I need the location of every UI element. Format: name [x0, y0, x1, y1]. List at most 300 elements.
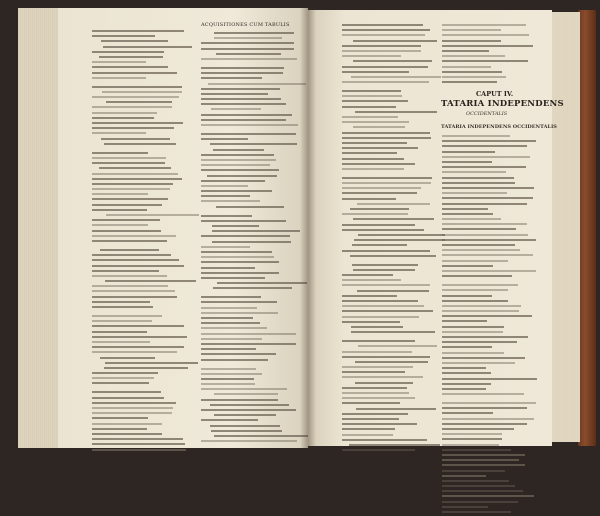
- text-line: [350, 255, 436, 257]
- text-line: [92, 320, 152, 322]
- text-line: [92, 66, 168, 68]
- text-line: [442, 470, 505, 472]
- text-line: [357, 203, 431, 205]
- text-line: [103, 46, 192, 48]
- text-line: [106, 101, 172, 103]
- text-line: [92, 122, 183, 124]
- text-line: [442, 171, 506, 173]
- text-line: [355, 361, 429, 363]
- left-page: [58, 8, 308, 448]
- text-line: [106, 214, 198, 216]
- text-line: [442, 192, 507, 194]
- text-line: [442, 81, 497, 83]
- text-line: [92, 219, 160, 221]
- text-line: [342, 351, 412, 353]
- text-line: [442, 341, 517, 343]
- text-line: [442, 320, 487, 322]
- text-line: [356, 408, 437, 410]
- text-line: [442, 346, 492, 348]
- text-line: [201, 138, 248, 140]
- text-line: [92, 183, 173, 185]
- text-line: [442, 352, 504, 354]
- text-line: [352, 244, 407, 246]
- text-line: [442, 362, 515, 364]
- text-line: [216, 206, 285, 208]
- text-line: [105, 280, 196, 282]
- text-line: [355, 382, 413, 384]
- left-page-header: ACQUISITIONES CUM TABULIS: [201, 22, 290, 28]
- text-line: [442, 495, 534, 497]
- text-line: [201, 272, 279, 274]
- text-line: [92, 265, 184, 267]
- text-line: [92, 77, 146, 79]
- text-line: [442, 480, 509, 482]
- text-line: [210, 404, 289, 406]
- text-line: [201, 277, 265, 279]
- text-line: [442, 50, 489, 52]
- text-line: [201, 154, 274, 156]
- text-line: [201, 301, 277, 303]
- book-cover-edge: [578, 10, 596, 446]
- text-line: [92, 438, 183, 440]
- text-line: [201, 359, 268, 361]
- text-line: [92, 224, 148, 226]
- text-line: [102, 91, 182, 93]
- text-line: [212, 241, 291, 243]
- text-line: [342, 402, 400, 404]
- text-line: [442, 151, 495, 153]
- text-line: [92, 188, 170, 190]
- text-line: [342, 90, 401, 92]
- text-line: [92, 331, 147, 333]
- text-line: [201, 383, 255, 385]
- text-line: [342, 177, 432, 179]
- text-line: [358, 234, 445, 236]
- text-line: [342, 449, 415, 451]
- text-line: [442, 254, 533, 256]
- text-line: [92, 402, 176, 404]
- text-line: [201, 103, 286, 105]
- text-line: [442, 182, 515, 184]
- text-line: [92, 306, 153, 308]
- text-line: [92, 325, 184, 327]
- text-line: [442, 166, 526, 168]
- text-line: [342, 305, 424, 307]
- text-line: [214, 435, 313, 437]
- text-line: [351, 326, 404, 328]
- text-line: [442, 378, 537, 380]
- text-line: [201, 296, 261, 298]
- text-line: [342, 340, 415, 342]
- text-line: [342, 224, 415, 226]
- text-line: [92, 443, 185, 445]
- text-line: [92, 152, 148, 154]
- text-line: [208, 83, 306, 85]
- text-line: [201, 348, 256, 350]
- text-line: [92, 290, 175, 292]
- text-line: [342, 163, 415, 165]
- text-line: [92, 127, 174, 129]
- text-line: [442, 511, 511, 513]
- text-line: [342, 147, 418, 149]
- text-line: [358, 345, 438, 347]
- text-line: [201, 195, 250, 197]
- text-line: [201, 119, 286, 121]
- text-line: [201, 114, 292, 116]
- text-line: [201, 373, 262, 375]
- text-line: [342, 413, 408, 415]
- text-line: [92, 106, 172, 108]
- text-line: [442, 76, 506, 78]
- text-line: [201, 338, 262, 340]
- text-line: [92, 433, 162, 435]
- text-line: [353, 40, 437, 42]
- text-line: [104, 367, 189, 369]
- text-line: [92, 275, 167, 277]
- text-line: [442, 336, 528, 338]
- text-line: [201, 399, 278, 401]
- text-line: [442, 459, 519, 461]
- text-line: [92, 382, 149, 384]
- text-line: [442, 40, 501, 42]
- text-line: [342, 428, 395, 430]
- text-line: [92, 240, 167, 242]
- text-line: [216, 53, 281, 55]
- text-line: [92, 254, 171, 256]
- text-line: [342, 423, 417, 425]
- text-line: [92, 449, 186, 451]
- text-line: [442, 187, 534, 189]
- text-line: [342, 142, 407, 144]
- text-line: [342, 55, 401, 57]
- text-line: [342, 371, 405, 373]
- text-line: [201, 333, 296, 335]
- text-line: [92, 117, 154, 119]
- text-line: [342, 192, 417, 194]
- chapter-heading: CAPUT IV.: [476, 90, 514, 98]
- text-line: [342, 198, 396, 200]
- text-line: [92, 35, 155, 37]
- text-line: [342, 376, 423, 378]
- text-line: [442, 383, 491, 385]
- text-line: [442, 475, 486, 477]
- text-line: [92, 391, 161, 393]
- text-line: [442, 223, 527, 225]
- text-line: [442, 24, 526, 26]
- text-line: [342, 321, 400, 323]
- text-line: [342, 392, 409, 394]
- text-line: [342, 100, 408, 102]
- text-line: [92, 407, 173, 409]
- text-line: [92, 428, 147, 430]
- text-line: [442, 372, 491, 374]
- text-line: [201, 388, 287, 390]
- text-line: [201, 72, 283, 74]
- text-line: [442, 213, 493, 215]
- text-line: [342, 187, 421, 189]
- text-line: [355, 111, 438, 113]
- text-line: [442, 501, 518, 503]
- text-line: [352, 264, 418, 266]
- right-page-column-1: [342, 24, 434, 454]
- text-line: [92, 96, 179, 98]
- text-line: [353, 269, 415, 271]
- text-line: [342, 366, 413, 368]
- text-line: [342, 310, 433, 312]
- text-line: [92, 351, 177, 353]
- text-line: [442, 402, 536, 404]
- text-line: [201, 312, 278, 314]
- text-line: [442, 55, 505, 57]
- text-line: [92, 51, 164, 53]
- text-line: [442, 66, 491, 68]
- text-line: [342, 137, 431, 139]
- text-line: [92, 157, 166, 159]
- text-line: [442, 315, 532, 317]
- text-line: [442, 29, 501, 31]
- left-page-column-2: [201, 32, 301, 445]
- text-line: [342, 71, 409, 73]
- text-line: [442, 156, 530, 158]
- text-line: [342, 316, 419, 318]
- text-line: [201, 42, 294, 44]
- text-line: [201, 159, 276, 161]
- text-line: [342, 439, 427, 441]
- text-line: [92, 173, 178, 175]
- text-line: [210, 143, 296, 145]
- text-line: [207, 175, 277, 177]
- text-line: [201, 235, 290, 237]
- text-line: [442, 305, 521, 307]
- text-line: [442, 249, 520, 251]
- text-line: [92, 209, 147, 211]
- text-line: [353, 126, 405, 128]
- text-line: [342, 29, 430, 31]
- text-line: [105, 362, 197, 364]
- text-line: [350, 208, 409, 210]
- text-line: [342, 229, 424, 231]
- text-line: [442, 208, 488, 210]
- text-line: [201, 256, 274, 258]
- text-line: [92, 61, 146, 63]
- text-line: [92, 112, 157, 114]
- text-line: [442, 197, 533, 199]
- text-line: [201, 133, 296, 135]
- text-line: [201, 343, 296, 345]
- text-line: [201, 164, 270, 166]
- text-line: [442, 412, 493, 414]
- text-line: [342, 213, 408, 215]
- text-line: [92, 235, 176, 237]
- text-line: [342, 66, 428, 68]
- book-gutter: [300, 8, 316, 448]
- text-line: [442, 135, 510, 137]
- text-line: [201, 220, 286, 222]
- text-line: [92, 285, 168, 287]
- chapter-subtitle-2: TATARIA INDEPENDENS OCCIDENTALIS: [441, 124, 557, 130]
- text-line: [342, 387, 407, 389]
- text-line: [353, 60, 431, 62]
- text-line: [201, 200, 260, 202]
- text-line: [442, 310, 519, 312]
- text-line: [201, 124, 298, 126]
- text-line: [201, 378, 254, 380]
- text-line: [442, 428, 514, 430]
- text-line: [201, 190, 272, 192]
- text-line: [442, 234, 528, 236]
- text-line: [442, 177, 514, 179]
- text-line: [92, 86, 182, 88]
- text-line: [342, 182, 431, 184]
- text-line: [342, 434, 393, 436]
- text-line: [442, 449, 511, 451]
- text-line: [201, 88, 280, 90]
- right-page: [308, 10, 564, 446]
- text-line: [92, 417, 148, 419]
- text-line: [92, 204, 162, 206]
- text-line: [213, 149, 265, 151]
- text-line: [92, 132, 146, 134]
- text-line: [442, 433, 502, 435]
- text-line: [92, 178, 182, 180]
- text-line: [442, 284, 518, 286]
- text-line: [201, 317, 253, 319]
- text-line: [201, 77, 262, 79]
- text-line: [92, 198, 168, 200]
- text-line: [442, 161, 492, 163]
- text-line: [353, 218, 433, 220]
- text-line: [442, 490, 523, 492]
- text-line: [342, 284, 430, 286]
- text-line: [92, 315, 162, 317]
- text-line: [201, 67, 284, 69]
- text-line: [442, 407, 527, 409]
- text-line: [201, 327, 267, 329]
- text-line: [442, 275, 512, 277]
- text-line: [100, 357, 155, 359]
- text-line: [92, 296, 177, 298]
- text-line: [342, 45, 421, 47]
- text-line: [442, 485, 515, 487]
- text-line: [342, 121, 409, 123]
- text-line: [214, 393, 278, 395]
- text-line: [201, 251, 272, 253]
- text-line: [354, 239, 445, 241]
- text-line: [92, 372, 158, 374]
- text-line: [357, 290, 428, 292]
- text-line: [92, 346, 184, 348]
- text-line: [442, 239, 536, 241]
- text-line: [442, 140, 536, 142]
- text-line: [342, 356, 430, 358]
- text-line: [342, 24, 423, 26]
- text-line: [442, 228, 516, 230]
- text-line: [211, 430, 282, 432]
- text-line: [212, 225, 260, 227]
- text-line: [342, 295, 397, 297]
- text-line: [342, 34, 425, 36]
- text-line: [442, 506, 488, 508]
- text-line: [442, 418, 534, 420]
- text-line: [201, 307, 257, 309]
- text-line: [99, 167, 172, 169]
- text-line: [442, 265, 493, 267]
- text-line: [92, 423, 162, 425]
- text-line: [442, 423, 527, 425]
- text-line: [92, 397, 164, 399]
- text-line: [213, 287, 292, 289]
- text-line: [201, 180, 265, 182]
- text-line: [342, 300, 418, 302]
- text-line: [92, 270, 159, 272]
- text-line: [349, 444, 440, 446]
- text-line: [92, 336, 187, 338]
- text-line: [442, 218, 501, 220]
- text-line: [442, 367, 486, 369]
- text-line: [92, 377, 154, 379]
- text-line: [342, 81, 429, 83]
- text-line: [201, 267, 255, 269]
- text-line: [201, 48, 294, 50]
- text-line: [92, 412, 172, 414]
- left-page-column-1: [92, 30, 188, 454]
- text-line: [342, 95, 402, 97]
- text-line: [201, 98, 281, 100]
- text-line: [201, 322, 260, 324]
- text-line: [442, 357, 525, 359]
- text-line: [442, 244, 515, 246]
- text-line: [92, 72, 177, 74]
- text-line: [92, 230, 161, 232]
- text-line: [100, 249, 159, 251]
- text-line: [201, 440, 297, 442]
- text-line: [442, 203, 527, 205]
- text-line: [104, 143, 177, 145]
- text-line: [92, 341, 150, 343]
- text-line: [442, 326, 504, 328]
- text-line: [342, 279, 401, 281]
- text-line: [442, 34, 529, 36]
- text-line: [342, 152, 397, 154]
- text-line: [442, 289, 508, 291]
- text-line: [442, 464, 525, 466]
- text-line: [201, 169, 279, 171]
- text-line: [342, 274, 393, 276]
- text-line: [442, 444, 499, 446]
- text-line: [92, 259, 179, 261]
- text-line: [201, 58, 297, 60]
- text-line: [442, 454, 525, 456]
- chapter-title: TATARIA INDEPENDENS: [441, 99, 564, 109]
- text-line: [101, 40, 168, 42]
- text-line: [342, 418, 399, 420]
- text-line: [201, 93, 268, 95]
- text-line: [214, 32, 294, 34]
- text-line: [214, 414, 276, 416]
- text-line: [442, 438, 502, 440]
- text-line: [351, 331, 434, 333]
- text-line: [217, 282, 307, 284]
- text-line: [342, 158, 404, 160]
- text-line: [442, 145, 527, 147]
- text-line: [92, 301, 150, 303]
- text-line: [442, 331, 503, 333]
- text-line: [442, 270, 536, 272]
- text-line: [201, 261, 279, 263]
- text-line: [210, 425, 280, 427]
- text-line: [211, 108, 261, 110]
- text-line: [201, 353, 276, 355]
